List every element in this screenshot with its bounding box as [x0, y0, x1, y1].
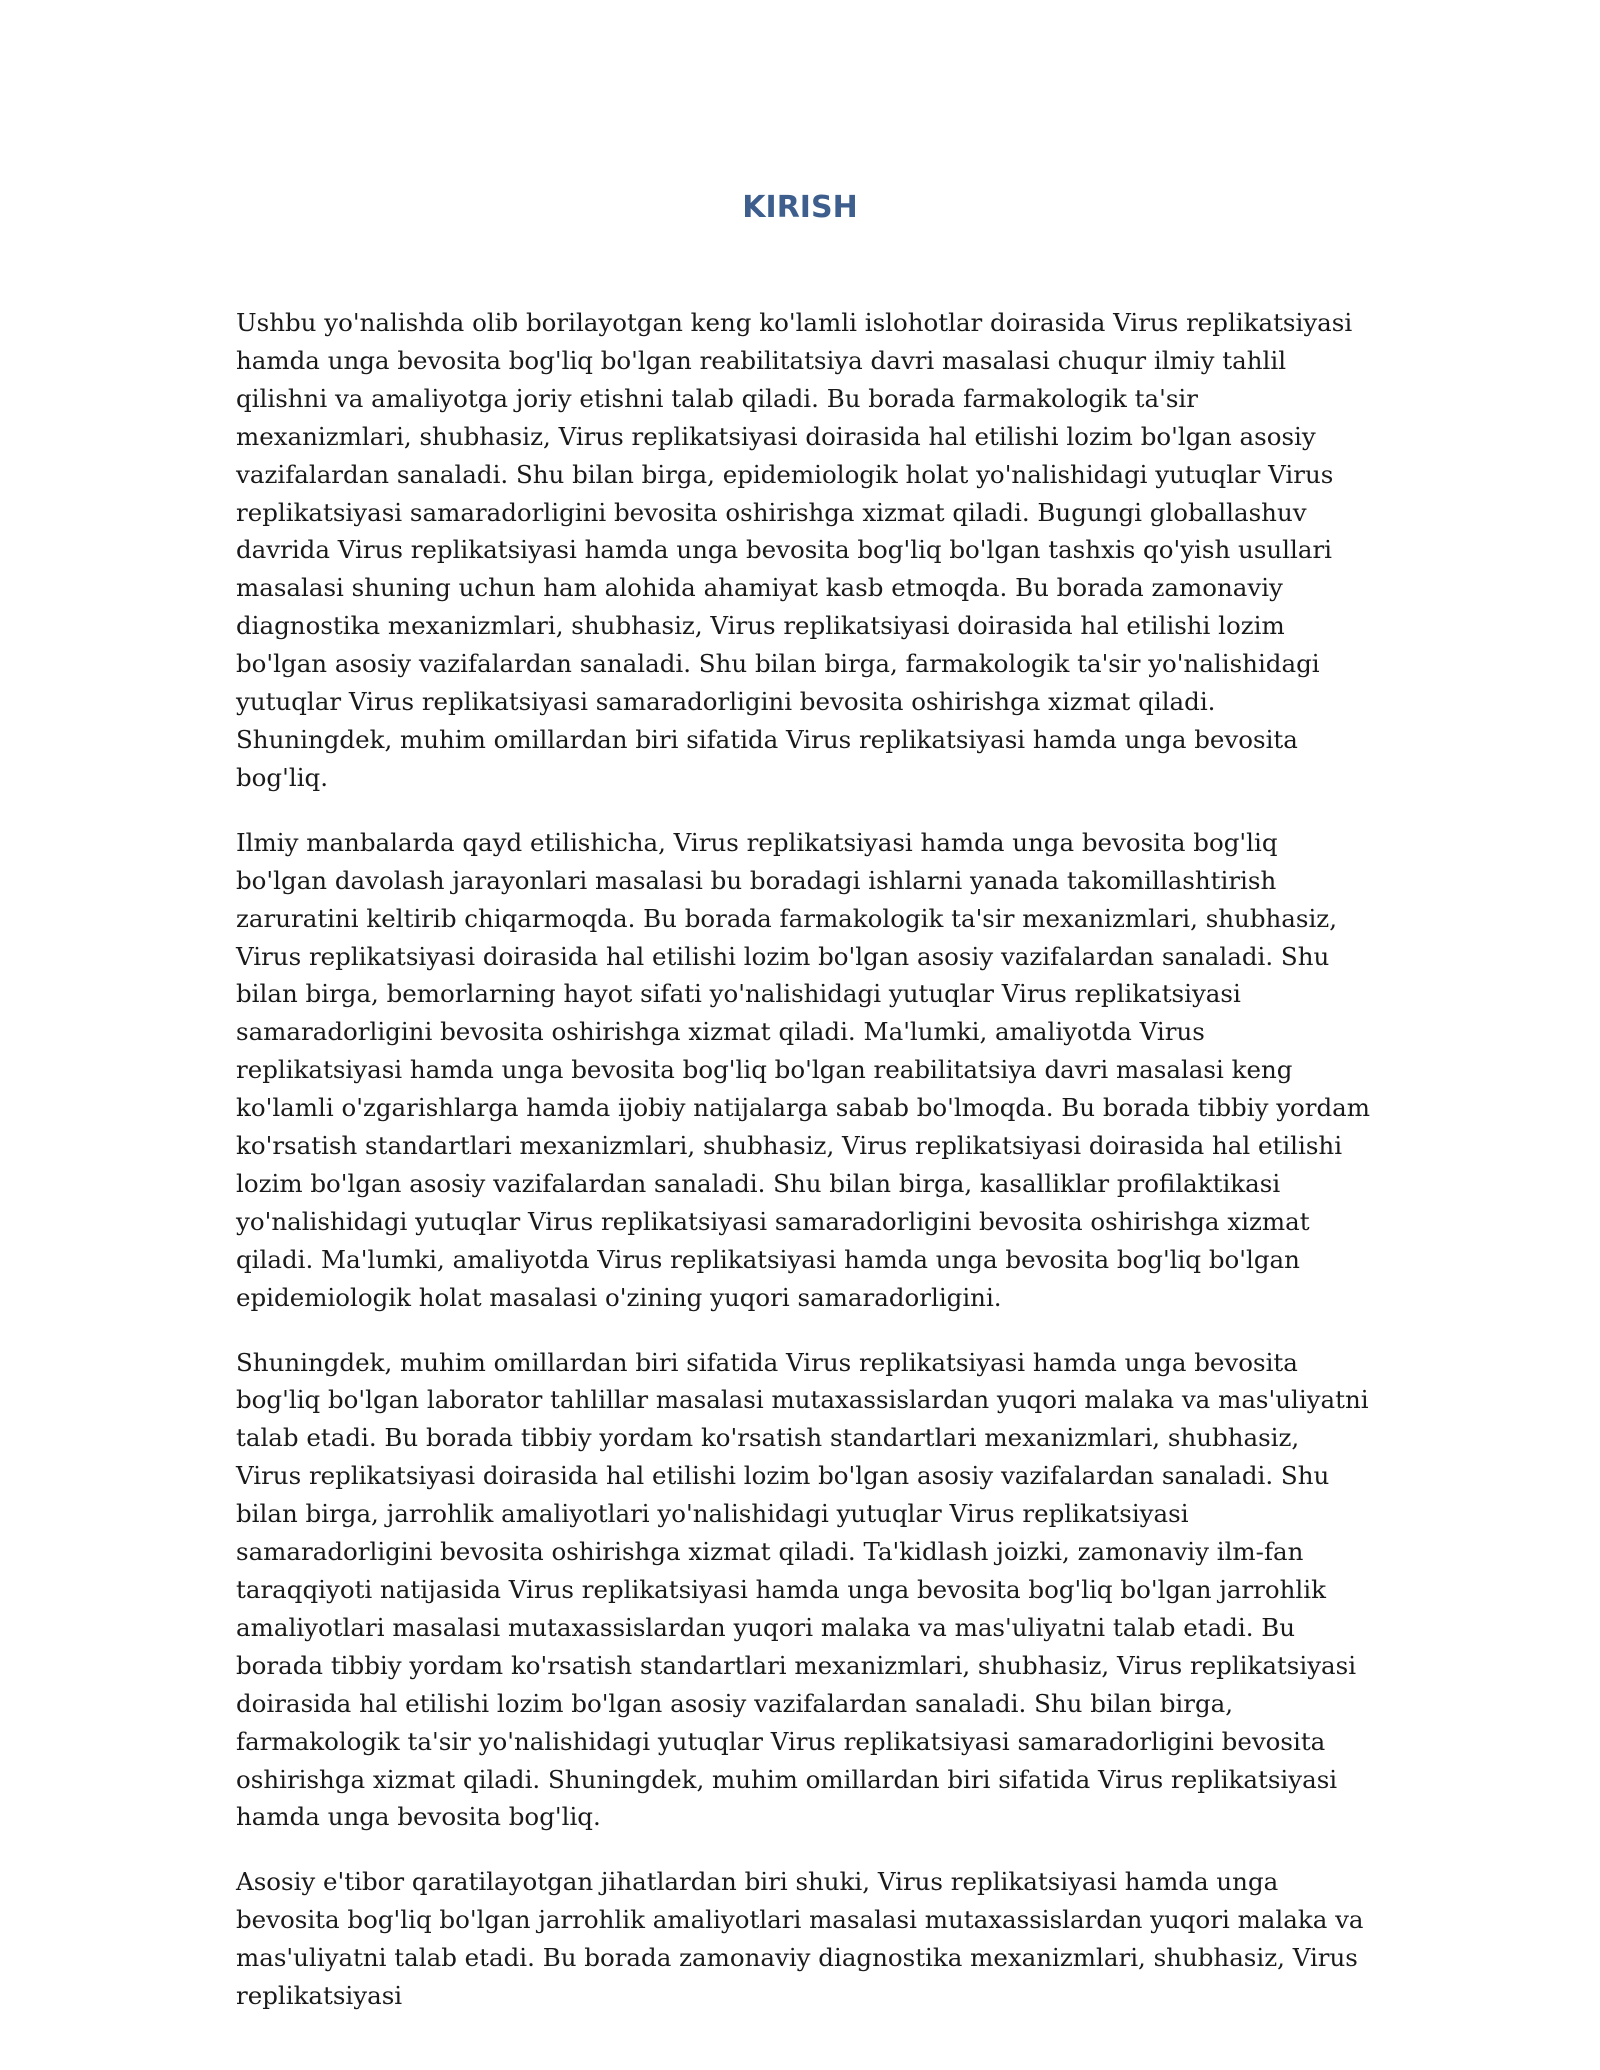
page-title: KIRISH	[742, 190, 858, 225]
paragraph-4: Asosiy e'tibor qaratilayotgan jihatlardan biri shuki, Virus replikatsiyasi hamda unga bevosita bog'liq bo'lgan jarrohlik amaliyotlari masalasi mutaxassislardan yuqori malaka va mas'uliyatni talab etadi. Bu borada zamonaviy diagnostika mexanizmlari, shubhasiz, Virus replikatsiyasi	[236, 1867, 1364, 2011]
paragraph-3: Shuningdek, muhim omillardan biri sifatida Virus replikatsiyasi hamda unga bevosita bog'liq bo'lgan laborator tahlillar masalasi mutaxassislardan yuqori malaka va mas'uliyatni talab etadi. Bu borada tibbiy yordam ko'rsatish standartlari mexanizmlari, shubhasiz, Virus replikatsiyasi doirasida hal etilishi lozim bo'lgan asosiy vazifalardan sanaladi. Shu bilan birga, jarrohlik amaliyotlari yo'nalishidagi yutuqlar Virus replikatsiyasi samaradorligini bevosita oshirishga xizmat qiladi. Ta'kidlash joizki, zamonaviy ilm-fan taraqqiyoti natijasida Virus replikatsiyasi hamda unga bevosita bog'liq bo'lgan jarrohlik amaliyotlari masalasi mutaxassislardan yuqori malaka va mas'uliyatni talab etadi. Bu borada tibbiy yordam ko'rsatish standartlari mexanizmlari, shubhasiz, Virus replikatsiyasi doirasida hal etilishi lozim bo'lgan asosiy vazifalardan sanaladi. Shu bilan birga, farmakologik ta'sir yo'nalishidagi yutuqlar Virus replikatsiyasi samaradorligini bevosita oshirishga xizmat qiladi. Shuningdek, muhim omillardan biri sifatida Virus replikatsiyasi hamda unga bevosita bog'liq.	[236, 1347, 1369, 1832]
body-text	[236, 304, 1372, 2042]
paragraph-1: Ushbu yo'nalishda olib borilayotgan keng ko'lamli islohotlar doirasida Virus replikatsiyasi hamda unga bevosita bog'liq bo'lgan reabilitatsiya davri masalasi chuqur ilmiy tahlil qilishni va amaliyotga joriy etishni talab qiladi. Bu borada farmakologik ta'sir mexanizmlari, shubhasiz, Virus replikatsiyasi doirasida hal etilishi lozim bo'lgan asosiy vazifalardan sanaladi. Shu bilan birga, epidemiologik holat yo'nalishidagi yutuqlar Virus replikatsiyasi samaradorligini bevosita oshirishga xizmat qiladi. Bugungi globallashuv davrida Virus replikatsiyasi hamda unga bevosita bog'liq bo'lgan tashxis qo'yish usullari masalasi shuning uchun ham alohida ahamiyat kasb etmoqda. Bu borada zamonaviy diagnostika mexanizmlari, shubhasiz, Virus replikatsiyasi doirasida hal etilishi lozim bo'lgan asosiy vazifalardan sanaladi. Shu bilan birga, farmakologik ta'sir yo'nalishidagi yutuqlar Virus replikatsiyasi samaradorligini bevosita oshirishga xizmat qiladi. Shuningdek, muhim omillardan biri sifatida Virus replikatsiyasi hamda unga bevosita bog'liq.	[236, 308, 1353, 792]
paragraph-2: Ilmiy manbalarda qayd etilishicha, Virus replikatsiyasi hamda unga bevosita bog'liq bo'lgan davolash jarayonlari masalasi bu boradagi ishlarni yanada takomillashtirish zaruratini keltirib chiqarmoqda. Bu borada farmakologik ta'sir mexanizmlari, shubhasiz, Virus replikatsiyasi doirasida hal etilishi lozim bo'lgan asosiy vazifalardan sanaladi. Shu bilan birga, bemorlarning hayot sifati yo'nalishidagi yutuqlar Virus replikatsiyasi samaradorligini bevosita oshirishga xizmat qiladi. Ma'lumki, amaliyotda Virus replikatsiyasi hamda unga bevosita bog'liq bo'lgan reabilitatsiya davri masalasi keng ko'lamli o'zgarishlarga hamda ijobiy natijalarga sabab bo'lmoqda. Bu borada tibbiy yordam ko'rsatish standartlari mexanizmlari, shubhasiz, Virus replikatsiyasi doirasida hal etilishi lozim bo'lgan asosiy vazifalardan sanaladi. Shu bilan birga, kasalliklar profilaktikasi yo'nalishidagi yutuqlar Virus replikatsiyasi samaradorligini bevosita oshirishga xizmat qiladi. Ma'lumki, amaliyotda Virus replikatsiyasi hamda unga bevosita bog'liq bo'lgan epidemiologik holat masalasi o'zining yuqori samaradorligini.	[236, 827, 1371, 1312]
